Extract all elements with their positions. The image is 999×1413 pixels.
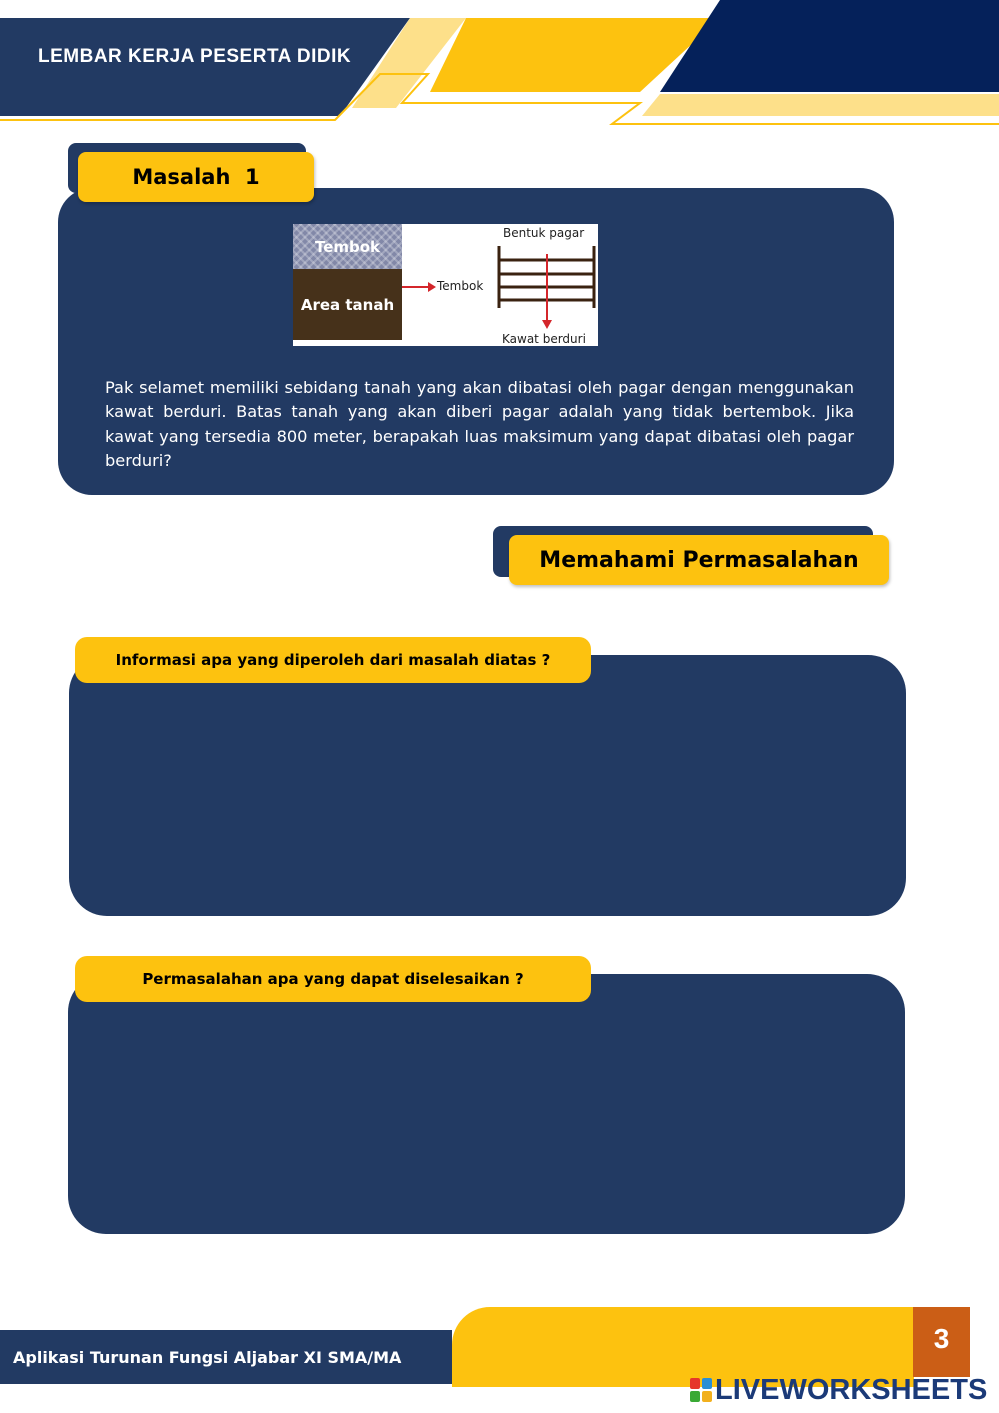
page-number-text: 3 <box>933 1323 950 1354</box>
footer-book-title <box>0 1330 452 1384</box>
liveworksheets-brand: LIVEWORKSHEETS <box>715 1373 988 1406</box>
question-label-information: Informasi apa yang diperoleh dari masalah diatas ? <box>115 651 551 669</box>
problem-figure <box>293 224 598 346</box>
worksheet-title: LEMBAR KERJA PESERTA DIDIK <box>38 46 352 67</box>
figure-arrow-label: Tembok <box>437 279 484 293</box>
section-title-tab <box>509 535 889 585</box>
answer-box-problem[interactable] <box>68 974 905 1234</box>
section-title: Memahami Permasalahan <box>539 547 859 573</box>
footer-book-title-text: Aplikasi Turunan Fungsi Aljabar XI SMA/MA <box>13 1347 402 1367</box>
problem-text: Pak selamet memiliki sebidang tanah yang akan dibatasi oleh pagar dengan menggunakan kawat berduri. Batas tanah yang akan diberi pagar adalah yang tidak bertembok. Jika kawat yang tersedia 800 meter, berapakah luas maksimum yang dapat dibatasi oleh pagar berduri? <box>105 378 854 470</box>
figure-land-label: Area tanah <box>300 295 395 314</box>
problem-tab <box>78 152 314 202</box>
page-number <box>913 1307 970 1377</box>
answer-box-information[interactable] <box>69 655 906 916</box>
liveworksheets-icon <box>690 1378 712 1402</box>
question-tab-information <box>75 637 591 683</box>
liveworksheets-logo[interactable] <box>690 1372 987 1408</box>
problem-tab-label: Masalah 1 <box>132 165 260 189</box>
figure-wire-label: Kawat berduri <box>502 332 586 346</box>
question-label-problem: Permasalahan apa yang dapat diselesaikan ? <box>142 970 524 988</box>
question-tab-problem <box>75 956 591 1002</box>
figure-wall-label: Tembok <box>314 237 381 256</box>
figure-fence-label: Bentuk pagar <box>503 226 585 240</box>
